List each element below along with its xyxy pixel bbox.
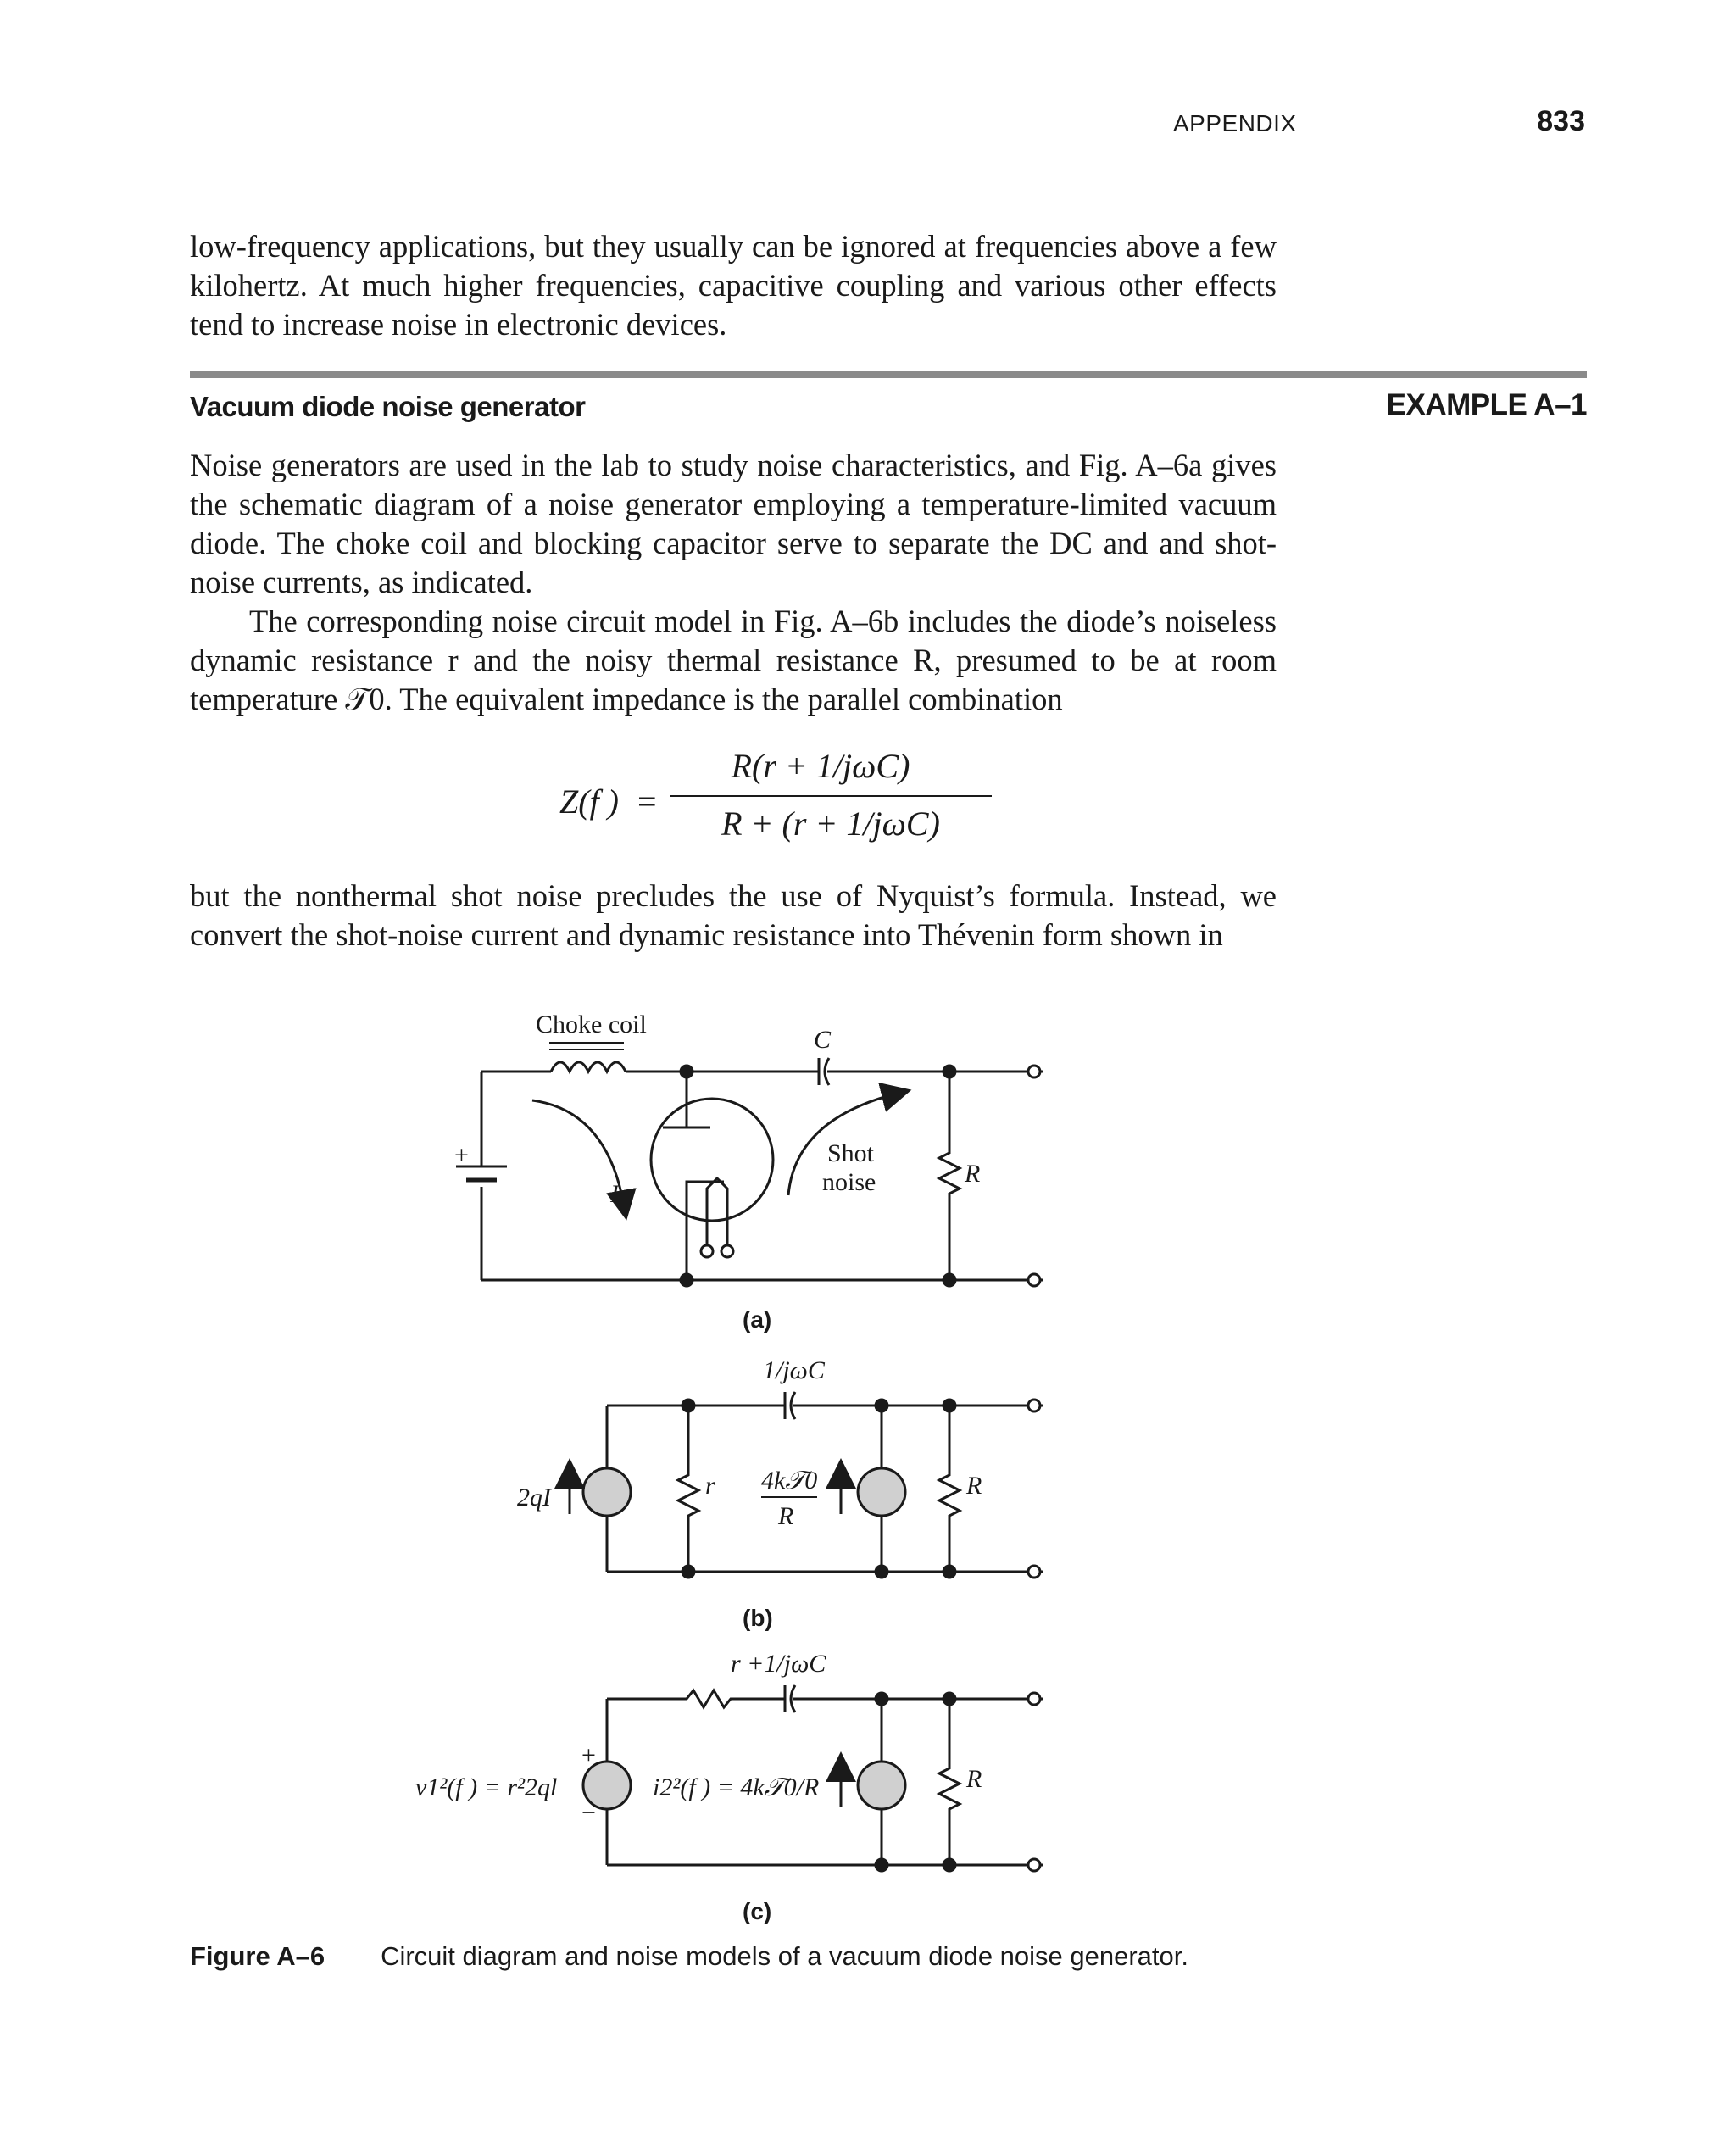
node <box>681 1274 693 1286</box>
resistor-r-label-b: r <box>705 1472 715 1500</box>
output-terminal <box>1028 1566 1040 1578</box>
filament-terminal-2 <box>721 1245 733 1257</box>
node <box>943 1066 955 1077</box>
current-i-label: I <box>610 1180 619 1208</box>
output-terminal <box>1028 1693 1040 1705</box>
running-header: APPENDIX <box>1173 110 1297 136</box>
page-number: 833 <box>1537 105 1585 137</box>
thermal-noise-source-b <box>858 1468 905 1516</box>
filament-terminal-1 <box>701 1245 713 1257</box>
tube-cathode <box>687 1182 724 1280</box>
current-source-2qi <box>583 1468 631 1516</box>
vacuum-tube-envelope <box>651 1099 773 1221</box>
current-source-i2 <box>858 1762 905 1809</box>
equation-lhs: Z(f ) <box>559 782 619 821</box>
shot-label-line-1: Shot <box>827 1139 875 1167</box>
equation-equals: = <box>637 782 657 821</box>
resistor-R-b <box>939 1406 960 1572</box>
intro-paragraph: low-frequency applications, but they usually can be ignored at frequencies above a few kilohertz. At much higher frequencies, capacitive coupling and various other effects tend to increase noise in electronic devices. <box>190 229 1277 342</box>
node <box>943 1274 955 1286</box>
panel-b-caption: (b) <box>743 1605 773 1631</box>
choke-coil-inductor <box>551 1062 626 1072</box>
example-label: EXAMPLE A–1 <box>1386 388 1587 421</box>
battery-plus-label: + <box>454 1141 469 1169</box>
resistor-R-c <box>939 1699 960 1865</box>
capacitor-b-label: 1/jωC <box>763 1356 825 1384</box>
source-2qi-label: 2qI <box>517 1484 551 1512</box>
thermal-numerator-b: 4k𝒯0 <box>761 1467 818 1495</box>
panel-a-caption: (a) <box>743 1306 772 1333</box>
equation-numerator: R(r + 1/jωC) <box>731 747 910 785</box>
example-paragraph-1: Noise generators are used in the lab to study noise characteristics, and Fig. A–6a gives the schematic diagram of a noise generator employing a temperature-limited vacuum diode. The choke coil and blocking capacitor serve to separate the DC and and shot-noise currents, as indicated. <box>190 448 1277 599</box>
voltage-source-label: v1²(f ) = r²2ql <box>415 1773 558 1801</box>
output-terminal <box>1028 1400 1040 1411</box>
equation-denominator: R + (r + 1/jωC) <box>721 804 940 843</box>
panel-c-caption: (c) <box>743 1898 772 1924</box>
tube-filament <box>707 1178 727 1244</box>
example-title: Vacuum diode noise generator <box>190 391 586 422</box>
capacitor-c-label: C <box>814 1026 832 1054</box>
output-terminal <box>1028 1066 1040 1077</box>
panel-a-circuit <box>456 1043 1043 1286</box>
current-source-label: i2²(f ) = 4k𝒯0/R <box>653 1773 820 1801</box>
resistor-R-label-b: R <box>966 1472 982 1500</box>
thermal-denominator-b: R <box>778 1502 794 1530</box>
node <box>681 1066 693 1077</box>
voltage-minus-sign: − <box>581 1799 596 1827</box>
output-terminal <box>1028 1859 1040 1871</box>
example-paragraph-3: but the nonthermal shot noise precludes the use of Nyquist’s formula. Instead, we convert the shot-noise current and dynamic resistance into Thévenin form shown in <box>190 878 1277 952</box>
figure-caption-text: Circuit diagram and noise models of a vacuum diode noise generator. <box>381 1941 1188 1971</box>
figure-caption <box>190 1941 1188 1972</box>
shot-label-line-2: noise <box>822 1168 876 1196</box>
resistor-r-label-a: R <box>965 1160 981 1188</box>
resistor-R-label-c: R <box>966 1765 982 1793</box>
series-label-c: r +1/jωC <box>731 1650 826 1678</box>
example-paragraph-2: The corresponding noise circuit model in Fig. A–6b includes the diode’s noiseless dynamic resistance r and the noisy thermal resistance R, presumed to be at room temperature 𝒯0. The equivalent impedance is the parallel combination <box>190 604 1277 716</box>
series-resistor-c <box>607 1690 785 1707</box>
resistor-r-b <box>678 1406 698 1572</box>
choke-coil-label: Choke coil <box>536 1010 647 1038</box>
figure-caption-label: Figure A–6 <box>190 1941 326 1971</box>
voltage-plus-sign: + <box>581 1741 596 1769</box>
output-terminal <box>1028 1274 1040 1286</box>
